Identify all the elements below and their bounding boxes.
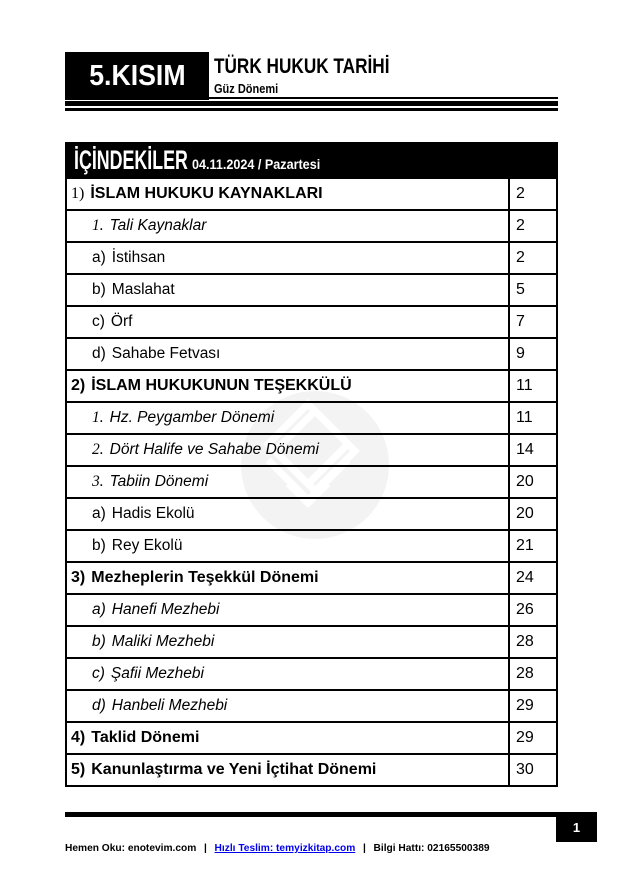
toc-title: İÇİNDEKİLER (74, 145, 188, 175)
toc-entry-page: 11 (508, 403, 556, 433)
toc-row (67, 369, 556, 401)
toc-entry-number: b) (92, 281, 106, 298)
toc-entry-number: a) (92, 249, 106, 266)
toc-entry-number: 4) (71, 729, 86, 746)
toc-entry-number: a) (92, 601, 106, 618)
toc-entry-page: 21 (508, 531, 556, 561)
toc-entry-number: 2. (92, 441, 104, 458)
table-of-contents (65, 142, 558, 787)
toc-row (67, 593, 556, 625)
toc-entry-label (67, 403, 508, 433)
toc-entry-title: Örf (110, 313, 133, 330)
toc-entry-page: 30 (508, 755, 556, 785)
toc-row (67, 721, 556, 753)
toc-entry-label (67, 435, 508, 465)
toc-entry-page: 20 (508, 499, 556, 529)
footer-info-text: Bilgi Hattı: 02165500389 (373, 842, 490, 854)
toc-row (67, 625, 556, 657)
toc-entry-title: Kanunlaştırma ve Yeni İçtihat Dönemi (91, 761, 377, 778)
toc-entry-title: Hanefi Mezhebi (111, 601, 220, 618)
course-title: TÜRK HUKUK TARİHİ (214, 54, 390, 78)
toc-entry-title: Tali Kaynaklar (109, 217, 207, 234)
toc-entry-number: a) (92, 505, 106, 522)
toc-entry-title: Sahabe Fetvası (111, 345, 221, 362)
toc-entry-number: b) (92, 633, 106, 650)
toc-entry-title: Hadis Ekolü (111, 505, 195, 522)
toc-entry-title: İSLAM HUKUKUNUN TEŞEKKÜLÜ (91, 377, 352, 394)
toc-header-bar (67, 144, 556, 177)
toc-entry-number: 2) (71, 377, 86, 394)
toc-entry-label (67, 467, 508, 497)
toc-entry-page: 28 (508, 659, 556, 689)
toc-entry-page: 29 (508, 691, 556, 721)
toc-entry-number: b) (92, 537, 106, 554)
toc-row (67, 305, 556, 337)
toc-entry-number: d) (92, 697, 106, 714)
page-number-badge: 1 (556, 812, 597, 842)
footer-read-text: Hemen Oku: enotevim.com (65, 842, 197, 854)
toc-entry-page: 20 (508, 467, 556, 497)
toc-entry-number: c) (92, 313, 105, 330)
toc-entry-title: Taklid Dönemi (91, 729, 200, 746)
section-badge (65, 52, 209, 100)
toc-date: 04.11.2024 / Pazartesi (191, 156, 320, 172)
toc-entry-label (67, 371, 508, 401)
toc-entry-label (67, 531, 508, 561)
toc-entry-page: 14 (508, 435, 556, 465)
toc-entry-number: 1. (92, 409, 104, 426)
toc-entry-label (67, 307, 508, 337)
toc-entry-title: Tabiin Dönemi (109, 473, 209, 490)
toc-entry-page: 9 (508, 339, 556, 369)
toc-entry-label (67, 211, 508, 241)
toc-row (67, 241, 556, 273)
toc-entry-label (67, 243, 508, 273)
toc-entry-label (67, 595, 508, 625)
toc-entry-title: Mezheplerin Teşekkül Dönemi (91, 569, 319, 586)
footer-separator: | (362, 842, 366, 854)
toc-entry-page: 29 (508, 723, 556, 753)
toc-entry-page: 7 (508, 307, 556, 337)
toc-entry-label (67, 723, 508, 753)
toc-row (67, 177, 556, 209)
toc-entry-page: 2 (508, 243, 556, 273)
toc-row (67, 753, 556, 785)
toc-row (67, 209, 556, 241)
toc-entry-title: Maliki Mezhebi (111, 633, 215, 650)
toc-entry-title: Hanbeli Mezhebi (111, 697, 228, 714)
header-title-block (214, 55, 433, 98)
toc-entry-label (67, 339, 508, 369)
toc-entry-title: Hz. Peygamber Dönemi (109, 409, 275, 426)
toc-entry-number: 3) (71, 569, 86, 586)
toc-row (67, 561, 556, 593)
toc-entry-number: 5) (71, 761, 86, 778)
toc-entry-page: 24 (508, 563, 556, 593)
toc-row (67, 689, 556, 721)
toc-entry-title: Maslahat (111, 281, 175, 298)
toc-row (67, 657, 556, 689)
toc-entry-page: 28 (508, 627, 556, 657)
footer-contact-line (65, 842, 490, 854)
toc-entry-title: İstihsan (111, 249, 166, 266)
toc-row (67, 497, 556, 529)
toc-entry-title: Dört Halife ve Sahabe Dönemi (109, 441, 319, 458)
toc-row (67, 401, 556, 433)
toc-entry-page: 2 (508, 211, 556, 241)
toc-entry-number: 1) (71, 185, 85, 202)
toc-entry-page: 2 (508, 179, 556, 209)
footer-shop-link[interactable]: Hızlı Teslim: temyizkitap.com (214, 842, 356, 854)
toc-entry-label (67, 179, 508, 209)
toc-row (67, 529, 556, 561)
toc-entry-number: 1. (92, 217, 104, 234)
toc-entry-label (67, 275, 508, 305)
toc-row (67, 337, 556, 369)
toc-entry-label (67, 659, 508, 689)
toc-entry-page: 11 (508, 371, 556, 401)
toc-entry-number: 3. (92, 473, 104, 490)
toc-rows (67, 177, 556, 785)
toc-entry-page: 26 (508, 595, 556, 625)
toc-entry-title: Şafii Mezhebi (110, 665, 204, 682)
toc-entry-label (67, 755, 508, 785)
toc-row (67, 273, 556, 305)
toc-entry-label (67, 627, 508, 657)
footer-divider-rule (65, 812, 556, 817)
toc-entry-label (67, 691, 508, 721)
footer-separator: | (203, 842, 207, 854)
toc-entry-number: c) (92, 665, 105, 682)
toc-entry-number: d) (92, 345, 106, 362)
toc-entry-page: 5 (508, 275, 556, 305)
toc-entry-label (67, 563, 508, 593)
toc-row (67, 465, 556, 497)
term-subtitle: Güz Dönemi (214, 82, 279, 96)
section-badge-label: 5.KISIM (88, 59, 186, 92)
toc-entry-label (67, 499, 508, 529)
toc-row (67, 433, 556, 465)
toc-entry-title: Rey Ekolü (111, 537, 183, 554)
toc-entry-title: İSLAM HUKUKU KAYNAKLARI (90, 185, 323, 202)
